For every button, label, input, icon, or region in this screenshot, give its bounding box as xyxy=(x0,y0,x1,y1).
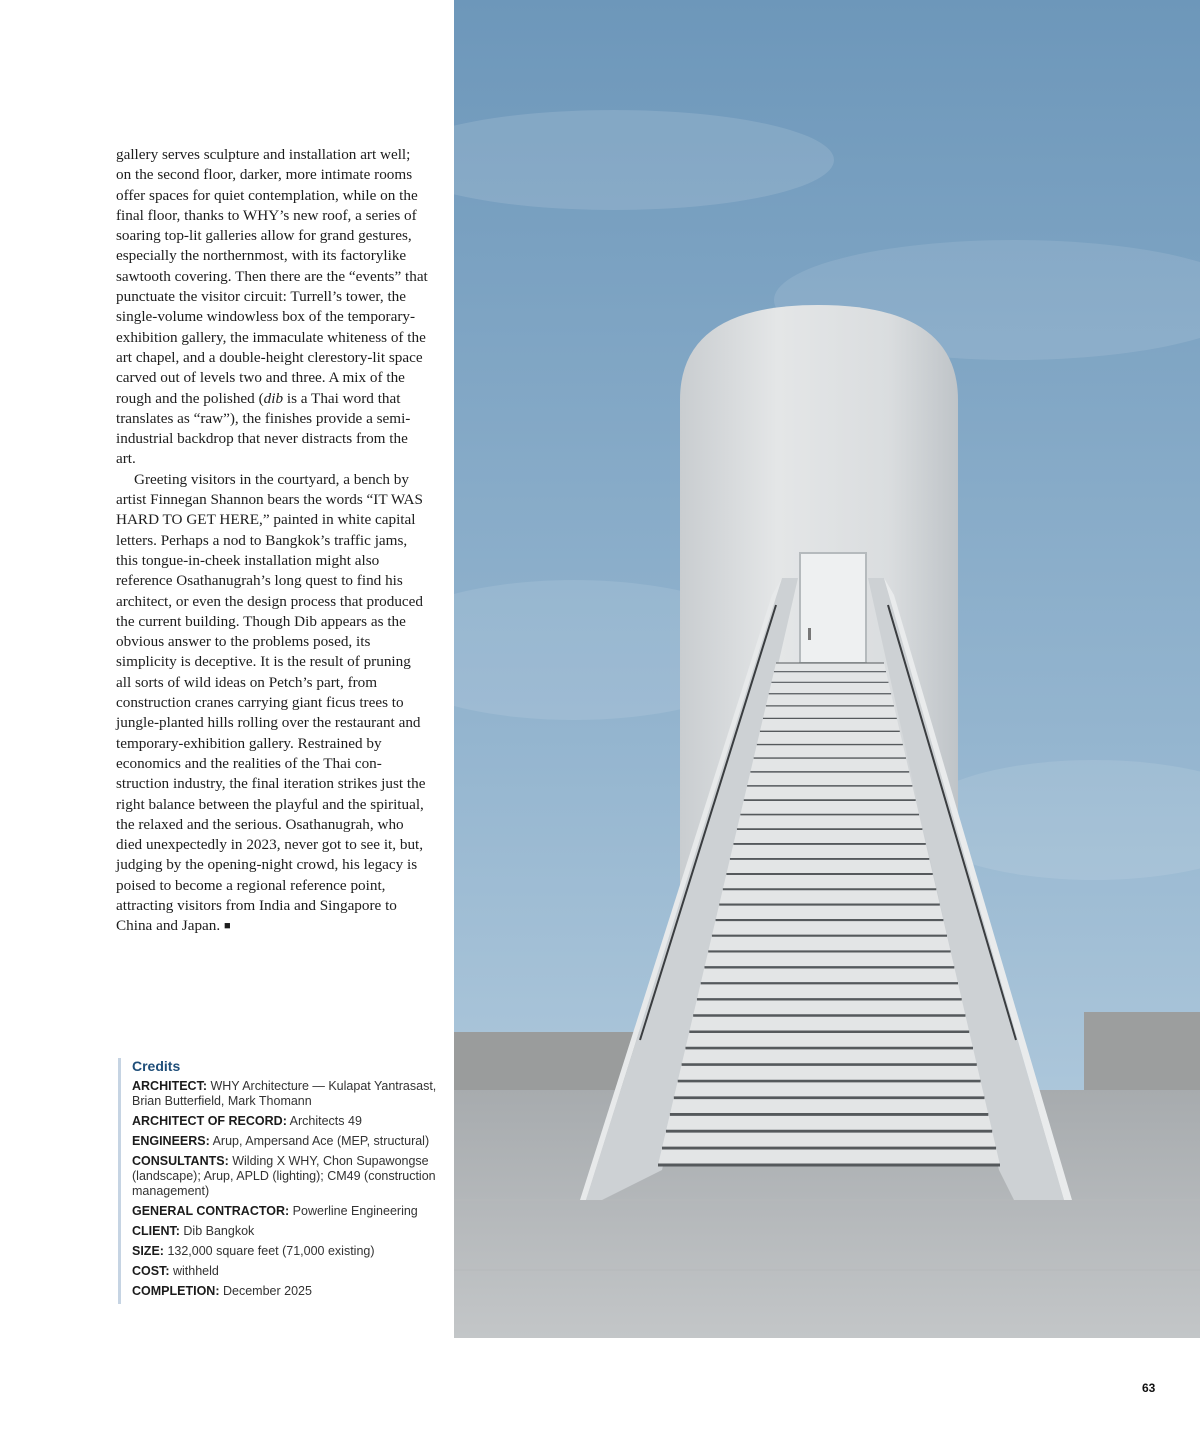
concrete-wall-right xyxy=(1084,1012,1200,1092)
end-of-article-mark: ■ xyxy=(223,920,231,933)
credit-label: CONSULTANTS: xyxy=(132,1154,229,1168)
credit-value: Dib Bangkok xyxy=(183,1224,255,1238)
credit-label: COST: xyxy=(132,1264,170,1278)
credit-item xyxy=(132,1204,442,1219)
credit-item xyxy=(132,1079,442,1109)
credit-item xyxy=(132,1154,442,1199)
credit-label: CLIENT: xyxy=(132,1224,180,1238)
credit-value: Wilding X WHY, Chon Supawongse (landscape); Arup, APLD (lighting); CM49 (construction management) xyxy=(132,1154,436,1198)
article-paragraph: gallery serves sculpture and installation art well; on the second floor, darker, more intimate rooms offer spaces for quiet contemplation, while on the final floor, thanks to WHY’s new roof, a series of soaring top-lit galleries allow for grand gestures, especially the northernmost, with its factorylike sawtooth covering. Then there are the “events” that punctuate the visitor circuit: Turrell’s tower, the single-volume windowless box of the temporary-exhibition gallery, the immaculate whiteness of the art chapel, and a double-height clerestory-lit space carved out of levels two and three. A mix of the rough and the polished (dib is a Thai word that translates as “raw”), the finishes provide a semi-industrial backdrop that never distracts from the art. xyxy=(116,146,428,468)
credit-value: Arup, Ampersand Ace (MEP, structural) xyxy=(212,1134,430,1148)
tower-door xyxy=(800,553,866,663)
credit-item xyxy=(132,1134,442,1149)
credit-value: Architects 49 xyxy=(289,1114,362,1128)
page-number: 63 xyxy=(1142,1381,1156,1395)
credit-value: December 2025 xyxy=(222,1284,312,1298)
credit-label: GENERAL CONTRACTOR: xyxy=(132,1204,290,1218)
credits-heading: Credits xyxy=(132,1058,181,1074)
credit-value: 132,000 square feet (71,000 existing) xyxy=(167,1244,375,1258)
credits-box xyxy=(118,1058,442,1304)
credit-value: withheld xyxy=(172,1264,219,1278)
credit-label: ENGINEERS: xyxy=(132,1134,210,1148)
credits-list xyxy=(132,1079,442,1299)
italic-term: dib xyxy=(263,389,284,407)
credit-value: WHY Architecture — Kulapat Yantrasast, Brian Butterfield, Mark Thomann xyxy=(132,1079,437,1108)
credit-item xyxy=(132,1264,442,1279)
photo-illustration xyxy=(454,0,1200,1338)
credit-label: ARCHITECT OF RECORD: xyxy=(132,1114,287,1128)
credit-label: COMPLETION: xyxy=(132,1284,220,1298)
credit-item xyxy=(132,1114,442,1129)
credit-item xyxy=(132,1224,442,1239)
article-body xyxy=(116,145,428,937)
credit-item xyxy=(132,1244,442,1259)
credit-label: ARCHITECT: xyxy=(132,1079,207,1093)
credit-value: Powerline Engineering xyxy=(292,1204,418,1218)
article-paragraph: Greeting visitors in the courtyard, a bench by artist Finnegan Shannon bears the words “IT WAS HARD TO GET HERE,” painted in white capital letters. Perhaps a nod to Bangkok’s traffic jams, this tongue-in-cheek installation might also reference Osathanugrah’s long quest to find his architect, or even the design process that produced the current building. Though Dib appears as the obvious answer to the problems posed, its simplicity is deceptive. It is the result of pruning all sorts of wild ideas on Petch’s part, from construction cranes carrying giant ficus trees to jungle-planted hills rolling over the restaurant and temporary-exhibition gallery. Restrained by economics and the realities of the Thai construction industry, the final iteration strikes just the right balance between the playful and the spiritual, the relaxed and the serious. Osathanugrah, who died unexpectedly in 2023, never got to see it, but, judging by the opening-night crowd, his legacy is poised to become a regional reference point, attracting visitors from India and Singapore to China and Japan. ■ xyxy=(116,470,426,935)
photo-white-tower-staircase xyxy=(454,0,1200,1338)
credit-item xyxy=(132,1284,442,1299)
credit-label: SIZE: xyxy=(132,1244,164,1258)
